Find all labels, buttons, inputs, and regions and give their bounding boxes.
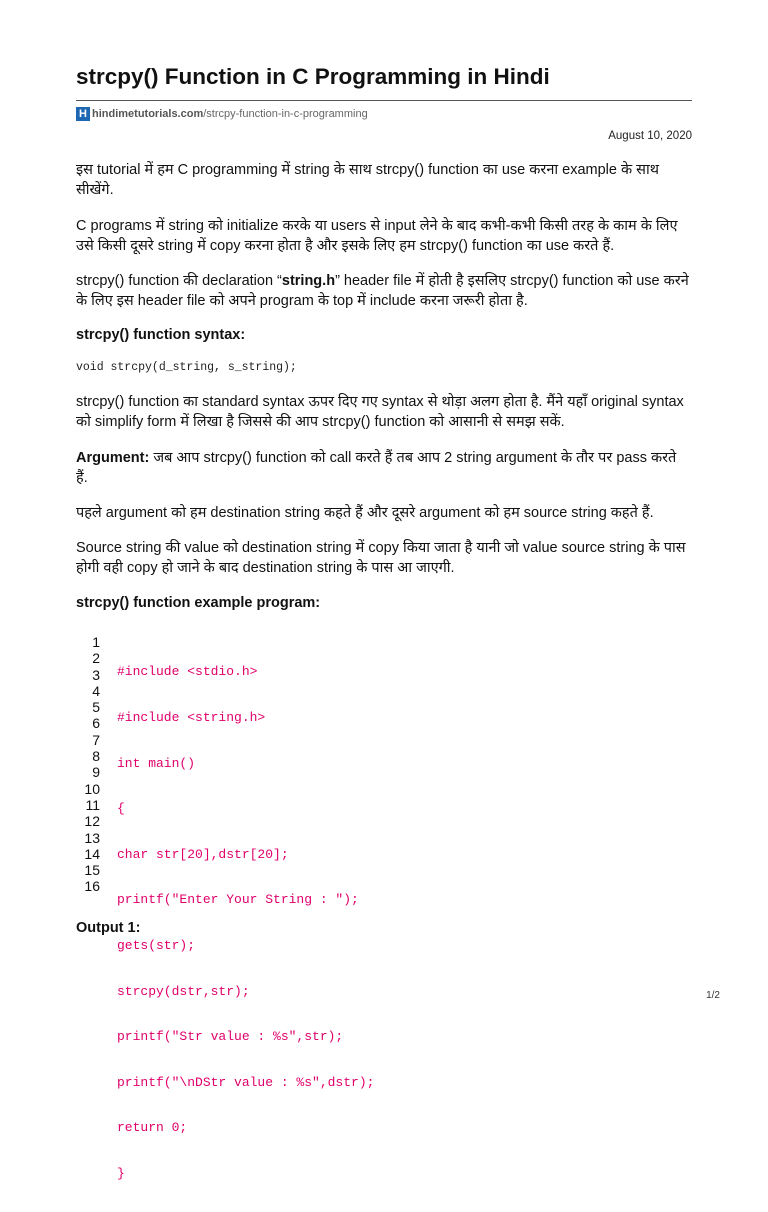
line-number: 12 bbox=[84, 813, 100, 830]
code-line: } bbox=[117, 1165, 125, 1181]
source-path[interactable]: /strcpy-function-in-c-programming bbox=[203, 108, 368, 120]
line-number: 15 bbox=[84, 862, 100, 879]
paragraph-4: strcpy() function का standard syntax ऊपर दिए गए syntax से थोड़ा अलग होता है. मैंने यहाँ original syntax को simplify form में लिखा है जिससे की आप strcpy() function को आसानी से समझ सकें. bbox=[76, 394, 684, 430]
paragraph-2: C programs में string को initialize करके या users से input लेने के बाद कभी-कभी किसी तरह के काम के लिए उसे किसी दूसरे string में copy करना होता है और इसके लिए हम strcpy() function का use करते हैं. bbox=[76, 218, 678, 254]
site-logo-icon: H bbox=[76, 107, 90, 121]
line-number: 9 bbox=[92, 764, 100, 781]
paragraph-5-text: जब आप strcpy() function को call करते हैं तब आप 2 string argument के तौर पर pass करते हैं. bbox=[76, 450, 677, 486]
intro-paragraph: इस tutorial में हम C programming में string के साथ strcpy() function का use करना example के साथ सीखेंगे. bbox=[76, 162, 659, 198]
syntax-heading: strcpy() function syntax: bbox=[76, 327, 246, 343]
line-number: 10 bbox=[84, 780, 100, 797]
paragraph-3-text-b: ” header file में होती है इसलिए strcpy() function को use करने के लिए इस header file को अपने program के top में include करना जरूरी होता है. bbox=[76, 273, 689, 309]
example-heading: strcpy() function example program: bbox=[76, 595, 321, 611]
paragraph-5 bbox=[76, 448, 692, 488]
publish-date: August 10, 2020 bbox=[608, 130, 692, 142]
code-line: return 0; bbox=[117, 1120, 188, 1136]
output-heading: Output 1: bbox=[76, 920, 141, 936]
line-number: 13 bbox=[84, 829, 100, 846]
code-line: #include <string.h> bbox=[117, 710, 266, 725]
line-number: 6 bbox=[92, 715, 100, 732]
syntax-code: void strcpy(d_string, s_string); bbox=[76, 361, 297, 374]
line-number: 2 bbox=[92, 650, 100, 667]
line-number: 3 bbox=[92, 666, 100, 683]
paragraph-3 bbox=[76, 271, 692, 311]
code-line: { bbox=[117, 801, 125, 817]
header-file-name: string.h bbox=[281, 273, 336, 289]
code-line: printf("\nDStr value : %s",dstr); bbox=[117, 1074, 375, 1090]
page-number: 1/2 bbox=[706, 990, 720, 1001]
code-line: printf("Str value : %s",str); bbox=[117, 1029, 344, 1045]
title-divider bbox=[76, 100, 692, 101]
line-number: 1 bbox=[92, 634, 100, 650]
line-number: 4 bbox=[92, 682, 100, 699]
line-number: 7 bbox=[92, 731, 100, 748]
paragraph-6: पहले argument को हम destination string कहते हैं और दूसरे argument को हम source string कहते हैं. bbox=[76, 505, 654, 521]
code-line: char str[20],dstr[20]; bbox=[117, 846, 289, 862]
code-line: printf("Enter Your String : "); bbox=[117, 892, 359, 908]
source-domain[interactable]: hindimetutorials.com bbox=[92, 108, 204, 120]
code-line: int main() bbox=[117, 755, 196, 771]
code-line: strcpy(dstr,str); bbox=[117, 983, 250, 999]
line-number: 11 bbox=[85, 796, 100, 813]
paragraph-7: Source string की value को destination string में copy किया जाता है यानी जो value source string के पास होगी वही copy हो जाने के बाद destination string के पास आ जाएगी. bbox=[76, 540, 686, 576]
source-link[interactable] bbox=[76, 107, 368, 121]
line-number: 14 bbox=[84, 845, 100, 862]
page-title: strcpy() Function in C Programming in Hindi bbox=[76, 64, 550, 89]
code-lines bbox=[117, 634, 374, 1212]
argument-label: Argument: bbox=[76, 450, 150, 466]
line-numbers bbox=[76, 634, 100, 895]
code-line: gets(str); bbox=[117, 937, 196, 953]
paragraph-3-text-a: strcpy() function की declaration “ bbox=[76, 273, 282, 289]
line-number: 8 bbox=[92, 748, 100, 765]
line-number: 5 bbox=[92, 699, 100, 716]
line-number: 16 bbox=[84, 878, 100, 895]
code-line: #include <stdio.h> bbox=[117, 664, 258, 680]
